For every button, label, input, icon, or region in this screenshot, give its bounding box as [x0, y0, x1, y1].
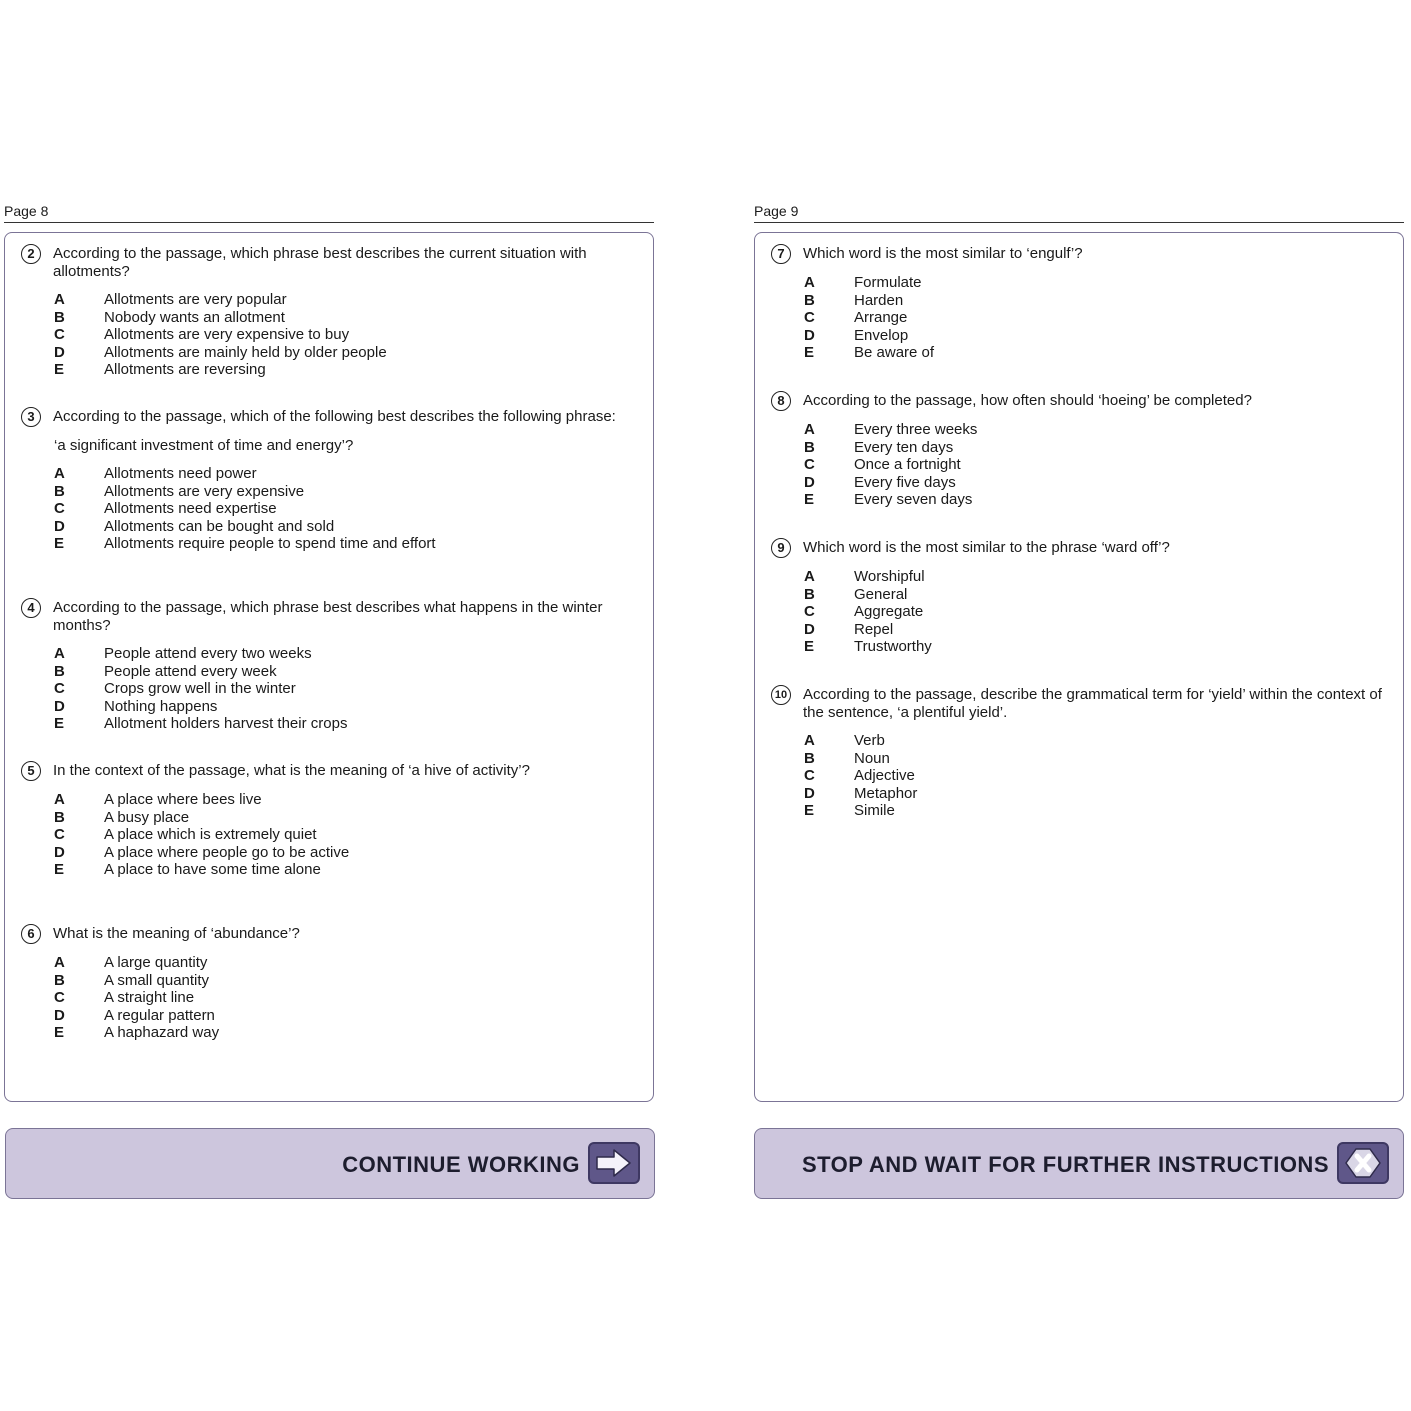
- option-text: Allotments need power: [104, 465, 257, 482]
- question-text: What is the meaning of ‘abundance’?: [53, 925, 300, 942]
- option-b[interactable]: [54, 972, 637, 990]
- stop-instructions-label: STOP AND WAIT FOR FURTHER INSTRUCTIONS: [801, 1152, 1329, 1177]
- option-d[interactable]: [804, 474, 1387, 492]
- option-letter: C: [804, 309, 815, 327]
- option-a[interactable]: [804, 421, 1387, 439]
- option-letter: C: [54, 680, 65, 698]
- option-letter: B: [54, 482, 65, 500]
- option-b[interactable]: [804, 750, 1387, 768]
- option-letter: D: [54, 843, 65, 861]
- option-e[interactable]: [804, 802, 1387, 820]
- option-letter: C: [54, 500, 65, 518]
- question-number: 10: [771, 685, 791, 705]
- question-number: 8: [771, 391, 791, 411]
- option-e[interactable]: [804, 638, 1387, 656]
- option-c[interactable]: [804, 456, 1387, 474]
- option-b[interactable]: [54, 483, 637, 501]
- option-text: Trustworthy: [854, 638, 932, 656]
- option-letter: B: [804, 749, 815, 767]
- option-e[interactable]: [54, 1024, 637, 1042]
- option-b[interactable]: [804, 439, 1387, 457]
- option-letter: B: [804, 438, 815, 456]
- option-text: Allotment holders harvest their crops: [104, 715, 348, 733]
- option-text: Every seven days: [854, 491, 973, 509]
- option-letter: C: [804, 767, 815, 785]
- option-text: Worshipful: [854, 568, 925, 585]
- option-letter: A: [804, 732, 815, 749]
- option-letter: D: [54, 1006, 65, 1024]
- option-text: Allotments are very popular: [104, 291, 287, 308]
- question-text: According to the passage, which phrase best describes what happens in the winter months?: [53, 599, 603, 634]
- option-text: Arrange: [854, 309, 908, 327]
- option-text: Verb: [854, 732, 885, 749]
- option-a[interactable]: [54, 465, 637, 483]
- option-letter: D: [54, 697, 65, 715]
- option-e[interactable]: [54, 535, 637, 553]
- questions-box: [754, 232, 1404, 1102]
- question-text: According to the passage, describe the grammatical term for ‘yield’ within the context of the sentence, ‘a plentiful yield’.: [803, 686, 1382, 721]
- question-number: 3: [21, 407, 41, 427]
- option-e[interactable]: [54, 715, 637, 733]
- question-3: [21, 408, 637, 553]
- question-6: [21, 925, 637, 1042]
- option-text: Allotments require people to spend time and effort: [104, 535, 436, 553]
- stop-x-icon: [1337, 1142, 1389, 1184]
- option-e[interactable]: [54, 361, 637, 379]
- option-text: Be aware of: [854, 344, 935, 362]
- page-9: [754, 200, 1404, 1102]
- option-text: A busy place: [104, 808, 190, 826]
- option-a[interactable]: [804, 732, 1387, 750]
- option-text: Envelop: [854, 326, 909, 344]
- question-4: [21, 599, 637, 733]
- arrow-right-icon: [588, 1142, 640, 1184]
- option-letter: C: [804, 603, 815, 621]
- option-d[interactable]: [54, 344, 637, 362]
- option-letter: D: [804, 784, 815, 802]
- continue-working-label: CONTINUE WORKING: [342, 1152, 580, 1177]
- option-text: Allotments need expertise: [104, 500, 277, 518]
- page-label: Page 8: [4, 200, 654, 223]
- question-2: [21, 245, 637, 379]
- option-text: People attend every week: [104, 662, 277, 680]
- option-text: People attend every two weeks: [104, 645, 312, 662]
- option-text: Allotments are very expensive: [104, 482, 305, 500]
- question-9: [771, 539, 1387, 656]
- option-text: Allotments can be bought and sold: [104, 517, 335, 535]
- option-c[interactable]: [54, 826, 637, 844]
- option-c[interactable]: [804, 603, 1387, 621]
- answer-options: [54, 465, 637, 553]
- option-text: A place which is extremely quiet: [104, 826, 317, 844]
- option-letter: B: [54, 808, 65, 826]
- question-text: Which word is the most similar to ‘engulf’?: [803, 245, 1083, 262]
- option-letter: B: [804, 291, 815, 309]
- option-d[interactable]: [54, 1007, 637, 1025]
- option-d[interactable]: [804, 785, 1387, 803]
- option-letter: E: [804, 802, 815, 820]
- option-text: A place where people go to be active: [104, 843, 350, 861]
- option-a[interactable]: [804, 274, 1387, 292]
- option-text: Crops grow well in the winter: [104, 680, 296, 698]
- option-letter: A: [54, 791, 65, 808]
- option-letter: E: [54, 715, 65, 733]
- option-letter: B: [54, 662, 65, 680]
- option-text: Adjective: [854, 767, 915, 785]
- option-text: Every ten days: [854, 438, 954, 456]
- option-c[interactable]: [54, 500, 637, 518]
- option-a[interactable]: [54, 291, 637, 309]
- option-letter: A: [804, 274, 815, 291]
- option-d[interactable]: [54, 518, 637, 536]
- question-text: According to the passage, which of the following best describes the following phrase:: [53, 408, 616, 425]
- option-e[interactable]: [54, 861, 637, 879]
- option-letter: C: [54, 326, 65, 344]
- option-letter: E: [804, 491, 815, 509]
- option-text: Nothing happens: [104, 697, 218, 715]
- option-text: Formulate: [854, 274, 922, 291]
- option-a[interactable]: [54, 791, 637, 809]
- answer-options: [54, 291, 637, 379]
- question-number: 2: [21, 244, 41, 264]
- option-text: Aggregate: [854, 603, 924, 621]
- option-letter: A: [54, 645, 65, 662]
- option-letter: C: [54, 826, 65, 844]
- option-letter: A: [54, 291, 65, 308]
- option-d[interactable]: [54, 698, 637, 716]
- option-text: A place where bees live: [104, 791, 262, 808]
- question-text: In the context of the passage, what is the meaning of ‘a hive of activity’?: [53, 762, 530, 779]
- option-text: Once a fortnight: [854, 456, 961, 474]
- option-text: Every three weeks: [854, 421, 978, 438]
- questions-box: [4, 232, 654, 1102]
- option-text: Repel: [854, 620, 894, 638]
- option-text: Nobody wants an allotment: [104, 308, 285, 326]
- option-d[interactable]: [54, 844, 637, 862]
- question-quote: ‘a significant investment of time and energy’?: [54, 437, 354, 454]
- option-a[interactable]: [804, 568, 1387, 586]
- option-letter: B: [54, 971, 65, 989]
- option-letter: E: [54, 535, 65, 553]
- option-letter: E: [804, 638, 815, 656]
- answer-options: [54, 791, 637, 879]
- option-letter: D: [54, 343, 65, 361]
- stop-instructions-banner: [754, 1128, 1404, 1199]
- option-letter: A: [54, 465, 65, 482]
- question-text: According to the passage, which phrase best describes the current situation with allotments?: [53, 245, 587, 280]
- option-text: Allotments are reversing: [104, 361, 266, 379]
- answer-options: [804, 568, 1387, 656]
- option-text: A regular pattern: [104, 1006, 215, 1024]
- option-c[interactable]: [54, 680, 637, 698]
- option-text: A straight line: [104, 989, 195, 1007]
- option-a[interactable]: [54, 645, 637, 663]
- option-e[interactable]: [804, 491, 1387, 509]
- question-8: [771, 392, 1387, 509]
- option-letter: B: [804, 585, 815, 603]
- option-letter: A: [804, 421, 815, 438]
- page-8: [4, 200, 654, 1102]
- option-letter: D: [54, 517, 65, 535]
- option-d[interactable]: [804, 327, 1387, 345]
- option-b[interactable]: [804, 586, 1387, 604]
- option-letter: D: [804, 326, 815, 344]
- question-5: [21, 762, 637, 879]
- option-letter: A: [54, 954, 65, 971]
- option-c[interactable]: [54, 326, 637, 344]
- option-c[interactable]: [804, 309, 1387, 327]
- option-letter: E: [804, 344, 815, 362]
- option-text: Simile: [854, 802, 895, 820]
- option-text: Allotments are very expensive to buy: [104, 326, 350, 344]
- option-a[interactable]: [54, 954, 637, 972]
- option-b[interactable]: [804, 292, 1387, 310]
- option-text: A large quantity: [104, 954, 208, 971]
- option-b[interactable]: [54, 663, 637, 681]
- continue-working-banner: [5, 1128, 655, 1199]
- option-c[interactable]: [804, 767, 1387, 785]
- option-letter: B: [54, 308, 65, 326]
- option-b[interactable]: [54, 309, 637, 327]
- option-letter: E: [54, 361, 65, 379]
- option-letter: E: [54, 1024, 65, 1042]
- option-text: General: [854, 585, 908, 603]
- option-text: Allotments are mainly held by older people: [104, 343, 387, 361]
- option-text: Every five days: [854, 473, 956, 491]
- question-number: 9: [771, 538, 791, 558]
- page-label: Page 9: [754, 200, 1404, 223]
- question-7: [771, 245, 1387, 362]
- option-letter: A: [804, 568, 815, 585]
- option-text: A haphazard way: [104, 1024, 220, 1042]
- question-text: Which word is the most similar to the phrase ‘ward off’?: [803, 539, 1170, 556]
- option-letter: C: [54, 989, 65, 1007]
- option-letter: C: [804, 456, 815, 474]
- option-letter: E: [54, 861, 65, 879]
- option-b[interactable]: [54, 809, 637, 827]
- option-text: A small quantity: [104, 971, 210, 989]
- option-text: A place to have some time alone: [104, 861, 321, 879]
- option-d[interactable]: [804, 621, 1387, 639]
- answer-options: [804, 732, 1387, 820]
- option-e[interactable]: [804, 344, 1387, 362]
- question-number: 6: [21, 924, 41, 944]
- option-letter: D: [804, 620, 815, 638]
- option-c[interactable]: [54, 989, 637, 1007]
- option-letter: D: [804, 473, 815, 491]
- question-number: 5: [21, 761, 41, 781]
- question-number: 4: [21, 598, 41, 618]
- option-text: Noun: [854, 749, 890, 767]
- option-text: Harden: [854, 291, 904, 309]
- question-text: According to the passage, how often should ‘hoeing’ be completed?: [803, 392, 1252, 409]
- option-text: Metaphor: [854, 784, 918, 802]
- question-number: 7: [771, 244, 791, 264]
- answer-options: [54, 954, 637, 1042]
- question-10: [771, 686, 1387, 820]
- answer-options: [804, 274, 1387, 362]
- answer-options: [804, 421, 1387, 509]
- answer-options: [54, 645, 637, 733]
